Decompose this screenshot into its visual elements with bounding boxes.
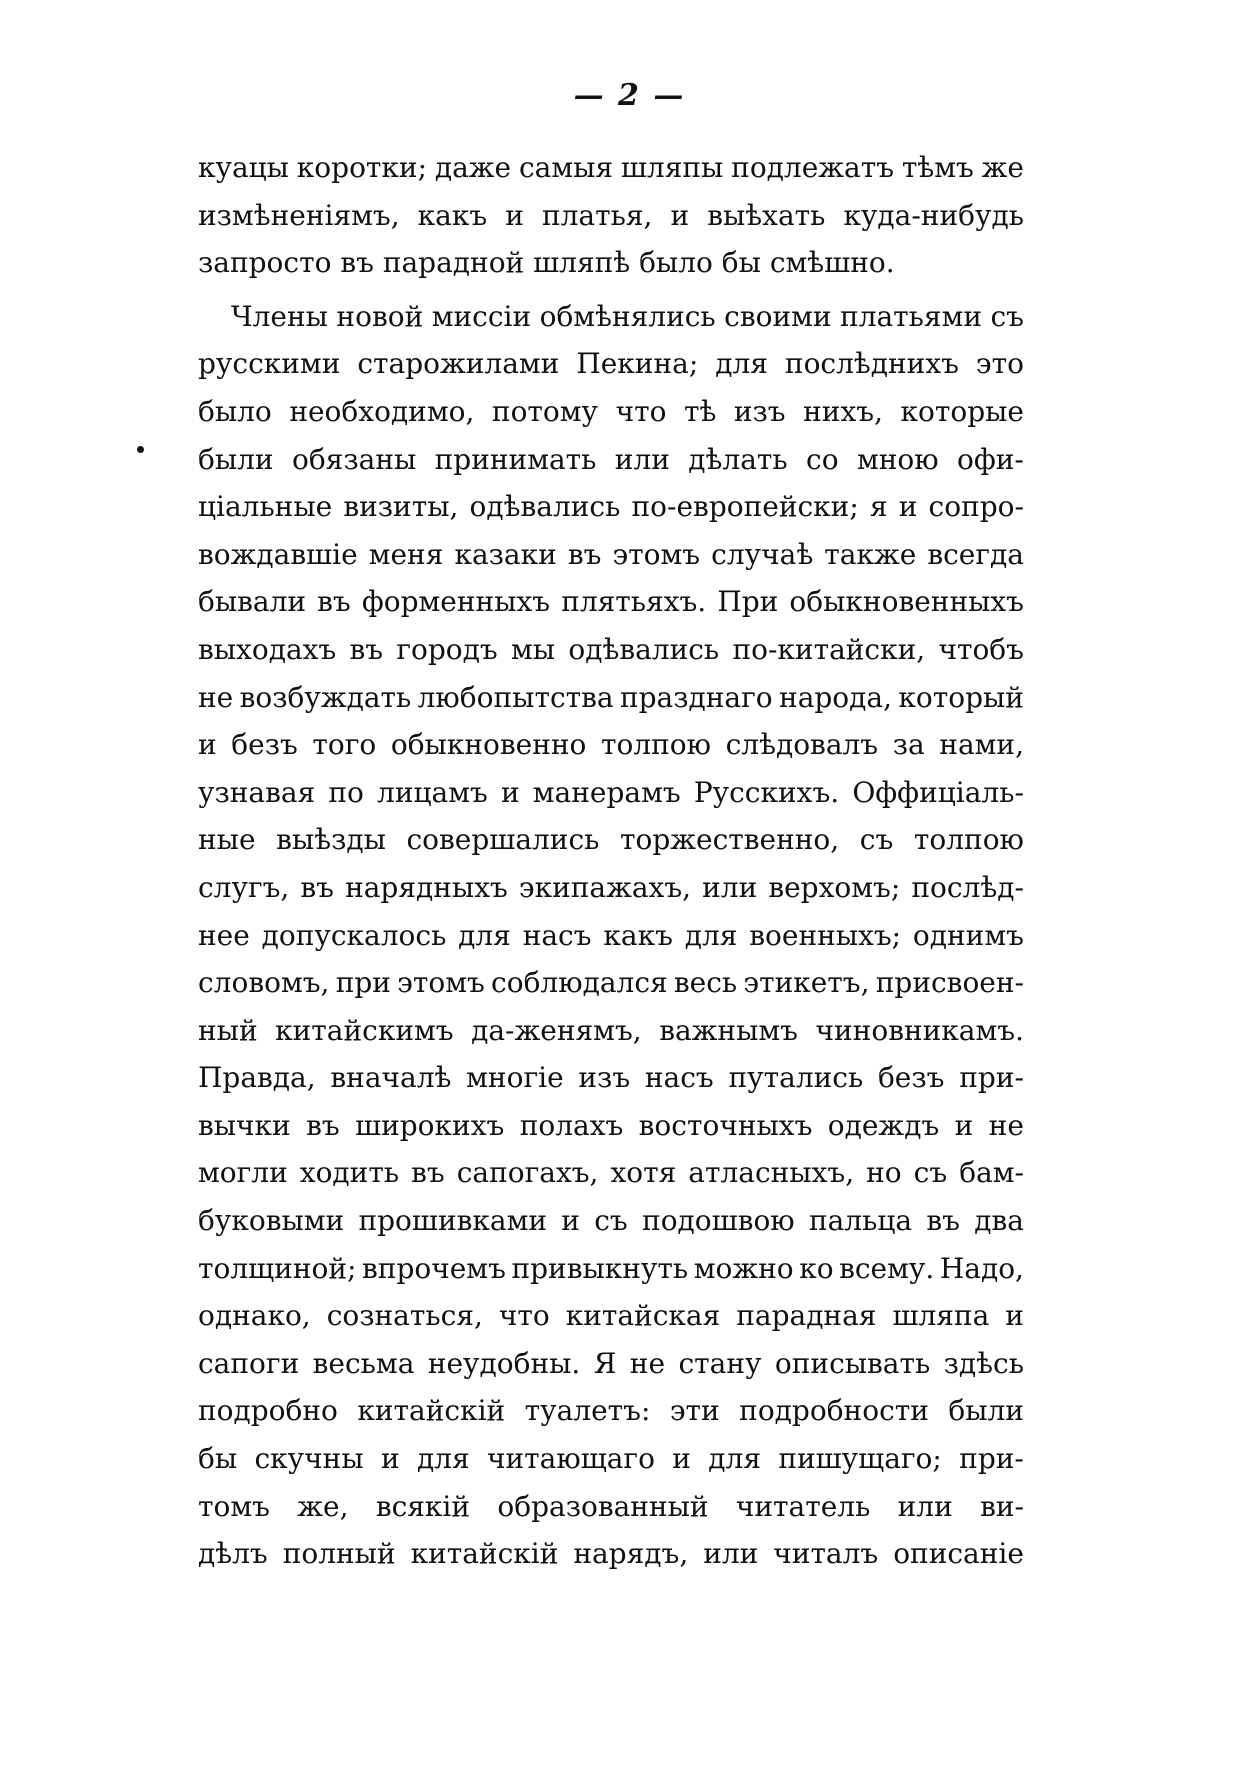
word: Надо, xyxy=(939,1251,1024,1285)
word: своими xyxy=(724,299,832,333)
word: русскими xyxy=(198,347,341,381)
word: военныхъ; xyxy=(749,918,902,952)
word: платьями xyxy=(840,299,983,333)
word: одѣвались xyxy=(568,632,720,666)
text-line xyxy=(198,388,1024,436)
word: послѣднихъ xyxy=(784,347,959,381)
word: буковыми xyxy=(198,1204,345,1238)
word: даже xyxy=(434,151,512,184)
text-line xyxy=(198,578,1024,626)
word: обыкновенныхъ xyxy=(789,585,1024,619)
word: парадной xyxy=(382,246,525,280)
text-line xyxy=(198,626,1024,674)
word: многіе xyxy=(466,1061,564,1095)
word: или xyxy=(897,1489,953,1523)
word: или xyxy=(702,870,758,904)
word: сапоги xyxy=(198,1346,300,1380)
word: нее xyxy=(198,918,250,952)
word: же, xyxy=(297,1489,349,1523)
word: же xyxy=(981,151,1024,184)
word: ные xyxy=(198,823,256,857)
word: скучны xyxy=(254,1442,364,1476)
word: китайскимъ xyxy=(275,1013,454,1047)
word: чтобъ xyxy=(938,632,1024,666)
word: присвоен- xyxy=(875,966,1024,1000)
word: это xyxy=(975,347,1024,381)
word: въ xyxy=(926,1204,960,1238)
word: словомъ, xyxy=(198,966,330,1000)
word: послѣд- xyxy=(911,870,1024,904)
word: при- xyxy=(959,1442,1024,1476)
word: по xyxy=(328,775,364,809)
word: что xyxy=(615,394,667,428)
word: не xyxy=(629,1346,666,1380)
word: ціальные xyxy=(198,490,333,524)
text-line xyxy=(198,674,1024,722)
word: въ xyxy=(306,1108,340,1142)
word: путались xyxy=(728,1061,864,1095)
word: Русскихъ. xyxy=(693,775,840,809)
text-line xyxy=(198,1197,1024,1245)
word: въ xyxy=(567,537,602,571)
word: были xyxy=(198,442,274,476)
word: экипажахъ, xyxy=(518,870,692,904)
word: возбуждать xyxy=(239,680,412,714)
word: и xyxy=(505,198,524,232)
text-line xyxy=(198,1530,1024,1578)
word: всегда xyxy=(927,537,1024,571)
text-line xyxy=(198,1054,1024,1102)
word: и xyxy=(672,1442,691,1476)
word: однако, xyxy=(198,1299,311,1333)
word: слѣдовалъ xyxy=(725,728,879,762)
word: визиты, xyxy=(343,490,459,524)
word: за xyxy=(892,728,925,762)
word: для xyxy=(708,1442,761,1476)
word: насъ xyxy=(644,1061,714,1095)
word: важнымъ xyxy=(659,1013,798,1047)
text-line xyxy=(198,1102,1024,1150)
word: насъ xyxy=(522,918,592,952)
word: нихъ, xyxy=(803,394,883,428)
word: томъ xyxy=(198,1489,270,1523)
word: всякій xyxy=(375,1489,471,1523)
word: или xyxy=(703,1537,759,1571)
word: казаки xyxy=(454,537,557,571)
word: Члены xyxy=(231,299,328,333)
word: этомъ xyxy=(397,966,485,1000)
text-line xyxy=(198,1435,1024,1483)
word: старожилами xyxy=(357,347,560,381)
word: подошвою xyxy=(642,1204,795,1238)
word: пальца xyxy=(808,1204,913,1238)
word: выѣзды xyxy=(276,823,386,857)
word: въ xyxy=(411,1156,445,1190)
word: одеждъ xyxy=(827,1108,940,1142)
word: обмѣнялись xyxy=(539,299,716,333)
word: мы xyxy=(511,632,556,666)
word: мною xyxy=(856,442,939,476)
text-line xyxy=(198,1387,1024,1435)
word: бывали xyxy=(198,585,307,619)
word: ви- xyxy=(980,1489,1024,1523)
word: этомъ xyxy=(612,537,701,571)
word: изъ xyxy=(733,394,786,428)
word: самыя xyxy=(518,151,614,184)
word: тѣмъ xyxy=(901,151,974,184)
word: туалетъ: xyxy=(524,1394,651,1428)
word: да-женямъ, xyxy=(471,1013,642,1047)
word: нами, xyxy=(939,728,1024,762)
word: сознаться, xyxy=(326,1299,483,1333)
word: читающаго xyxy=(486,1442,655,1476)
word: можно xyxy=(693,1251,794,1285)
word: этикетъ, xyxy=(743,966,870,1000)
word: коротки; xyxy=(296,151,428,184)
word: китайская xyxy=(565,1299,721,1333)
word: хотя xyxy=(610,1156,677,1190)
word: шляпы xyxy=(620,151,724,184)
word: празднаго xyxy=(619,680,773,714)
word: торжественно, xyxy=(620,823,840,857)
word: вычки xyxy=(198,1108,291,1142)
word: прошивками xyxy=(358,1204,548,1238)
word: дѣлать xyxy=(688,442,788,476)
word: одѣвались xyxy=(469,490,621,524)
word: Правда, xyxy=(198,1061,316,1095)
word: любопытства xyxy=(417,680,614,714)
word: выѣхать xyxy=(707,198,826,232)
body-text xyxy=(198,144,1024,1578)
word: новой xyxy=(336,299,424,333)
word: Я xyxy=(593,1346,617,1380)
text-line xyxy=(198,1483,1024,1531)
word: тѣ xyxy=(683,394,717,428)
word: въ xyxy=(300,870,334,904)
word: было xyxy=(639,246,713,280)
word: толщиной; xyxy=(198,1251,357,1285)
word: по-китайски, xyxy=(732,632,926,666)
word: народа, xyxy=(779,680,893,714)
text-line xyxy=(198,769,1024,817)
word: обыкновенно xyxy=(390,728,587,762)
word: или xyxy=(614,442,670,476)
word: не xyxy=(988,1108,1024,1142)
text-line xyxy=(198,483,1024,531)
word: узнавая xyxy=(198,775,316,809)
word: плятьяхъ. xyxy=(561,585,707,619)
word: смѣшно. xyxy=(769,246,895,280)
page-number: — 2 — xyxy=(573,78,686,113)
word: ко xyxy=(799,1251,834,1285)
word: стану xyxy=(678,1346,762,1380)
word: толпою xyxy=(913,823,1024,857)
word: полахъ xyxy=(519,1108,624,1142)
word: однимъ xyxy=(912,918,1024,952)
word: необходимо, xyxy=(289,394,475,428)
word: вначалѣ xyxy=(330,1061,452,1095)
word: весь xyxy=(673,966,738,1000)
word: и xyxy=(561,1204,580,1238)
word: запросто xyxy=(198,246,332,280)
text-line xyxy=(198,192,1024,240)
word: подлежатъ xyxy=(731,151,895,184)
word: обязаны xyxy=(291,442,417,476)
word: которые xyxy=(900,394,1024,428)
text-line xyxy=(198,293,1024,341)
word: ный xyxy=(198,1013,258,1047)
word: читалъ xyxy=(773,1537,879,1571)
word: впрочемъ xyxy=(362,1251,506,1285)
word: офи- xyxy=(957,442,1024,476)
text-line xyxy=(198,436,1024,484)
word: выходахъ xyxy=(198,632,337,666)
word: платья, xyxy=(541,198,653,232)
word: я xyxy=(869,490,888,524)
word: бы xyxy=(198,1442,238,1476)
text-line xyxy=(198,864,1024,912)
text-line xyxy=(198,721,1024,769)
word: лицамъ xyxy=(377,775,488,809)
text-line xyxy=(198,239,1024,287)
word: какъ xyxy=(603,918,673,952)
word: вождавшіе xyxy=(198,537,358,571)
word: по-европейски; xyxy=(631,490,859,524)
word: и xyxy=(198,728,217,762)
word: съ xyxy=(859,823,894,857)
text-line xyxy=(198,912,1024,960)
word: что xyxy=(498,1299,550,1333)
word: съ xyxy=(594,1204,628,1238)
word: бы xyxy=(721,246,761,280)
word: сапогахъ, xyxy=(456,1156,599,1190)
word: китайскій xyxy=(410,1537,559,1571)
text-line xyxy=(198,531,1024,579)
word: и xyxy=(670,198,690,232)
word: и xyxy=(1005,1299,1024,1333)
word: и xyxy=(898,490,918,524)
word: могли xyxy=(198,1156,288,1190)
word: для xyxy=(684,918,738,952)
word: съ xyxy=(990,299,1024,333)
word: описаніе xyxy=(893,1537,1024,1571)
word: съ xyxy=(913,1156,948,1190)
word: привыкнуть xyxy=(511,1251,689,1285)
word: меня xyxy=(368,537,444,571)
word: куда-нибудь xyxy=(843,198,1024,232)
word: куацы xyxy=(198,151,289,184)
word: восточныхъ xyxy=(638,1108,813,1142)
word: нарядъ, xyxy=(573,1537,689,1571)
word: при xyxy=(335,966,391,1000)
word: пишущаго; xyxy=(778,1442,942,1476)
word: два xyxy=(974,1204,1024,1238)
text-line xyxy=(198,816,1024,864)
text-line xyxy=(198,1292,1024,1340)
word: при- xyxy=(959,1061,1024,1095)
word: неудобны. xyxy=(427,1346,581,1380)
word: безъ xyxy=(231,728,298,762)
text-line xyxy=(198,1149,1024,1197)
word: для xyxy=(416,1442,470,1476)
text-line xyxy=(198,1007,1024,1055)
word: совершались xyxy=(406,823,600,857)
word: слугъ, xyxy=(198,870,290,904)
word: При xyxy=(717,585,779,619)
word: широкихъ xyxy=(355,1108,505,1142)
word: со xyxy=(806,442,839,476)
word: шляпа xyxy=(892,1299,990,1333)
word: того xyxy=(312,728,377,762)
word: эти xyxy=(669,1394,720,1428)
word: принимать xyxy=(434,442,597,476)
word: подробности xyxy=(739,1394,929,1428)
word: въ xyxy=(317,585,351,619)
word: и xyxy=(500,775,520,809)
word: который xyxy=(898,680,1024,714)
word: какъ xyxy=(417,198,488,232)
word: чиновникамъ. xyxy=(815,1013,1024,1047)
word: парадная xyxy=(736,1299,877,1333)
word: подробно xyxy=(198,1394,338,1428)
word: было xyxy=(198,394,272,428)
word: верхомъ; xyxy=(768,870,901,904)
word: соблюдался xyxy=(491,966,668,1000)
word: форменныхъ xyxy=(361,585,551,619)
word: ходить xyxy=(299,1156,400,1190)
word: для xyxy=(458,918,511,952)
word: образованный xyxy=(497,1489,709,1523)
word: Пекина; xyxy=(576,347,699,381)
word: городъ xyxy=(396,632,498,666)
word: весьма xyxy=(312,1346,415,1380)
word: и xyxy=(954,1108,974,1142)
word: потому xyxy=(491,394,599,428)
text-line xyxy=(198,959,1024,1007)
word: не xyxy=(198,680,234,714)
word: безъ xyxy=(877,1061,945,1095)
text-line xyxy=(198,1340,1024,1388)
word: всему. xyxy=(839,1251,935,1285)
word: были xyxy=(948,1394,1024,1428)
word: въ xyxy=(340,246,374,280)
word: шляпѣ xyxy=(533,246,631,280)
word: бам- xyxy=(959,1156,1024,1190)
word: въ xyxy=(349,632,384,666)
word: также xyxy=(824,537,917,571)
word: читатель xyxy=(735,1489,871,1523)
word: полный xyxy=(282,1537,396,1571)
text-line xyxy=(198,340,1024,388)
word: сопро- xyxy=(928,490,1024,524)
word: случаѣ xyxy=(711,537,814,571)
text-line xyxy=(198,144,1024,192)
word: дѣлъ xyxy=(198,1537,268,1571)
word: китайскій xyxy=(357,1394,506,1428)
word: допускалось xyxy=(261,918,447,952)
word: атласныхъ, xyxy=(688,1156,855,1190)
text-line xyxy=(198,1245,1024,1293)
word: описывать xyxy=(774,1346,931,1380)
word: Оффиціаль- xyxy=(852,775,1024,809)
word: манерамъ xyxy=(532,775,681,809)
word: но xyxy=(866,1156,902,1190)
margin-dot xyxy=(137,446,144,453)
word: миссіи xyxy=(431,299,532,333)
word: измѣненіямъ, xyxy=(198,198,400,232)
word: изъ xyxy=(578,1061,631,1095)
word: нарядныхъ xyxy=(345,870,508,904)
word: и xyxy=(380,1442,400,1476)
word: для xyxy=(715,347,768,381)
word: толпою xyxy=(600,728,712,762)
word: здѣсь xyxy=(943,1346,1024,1380)
